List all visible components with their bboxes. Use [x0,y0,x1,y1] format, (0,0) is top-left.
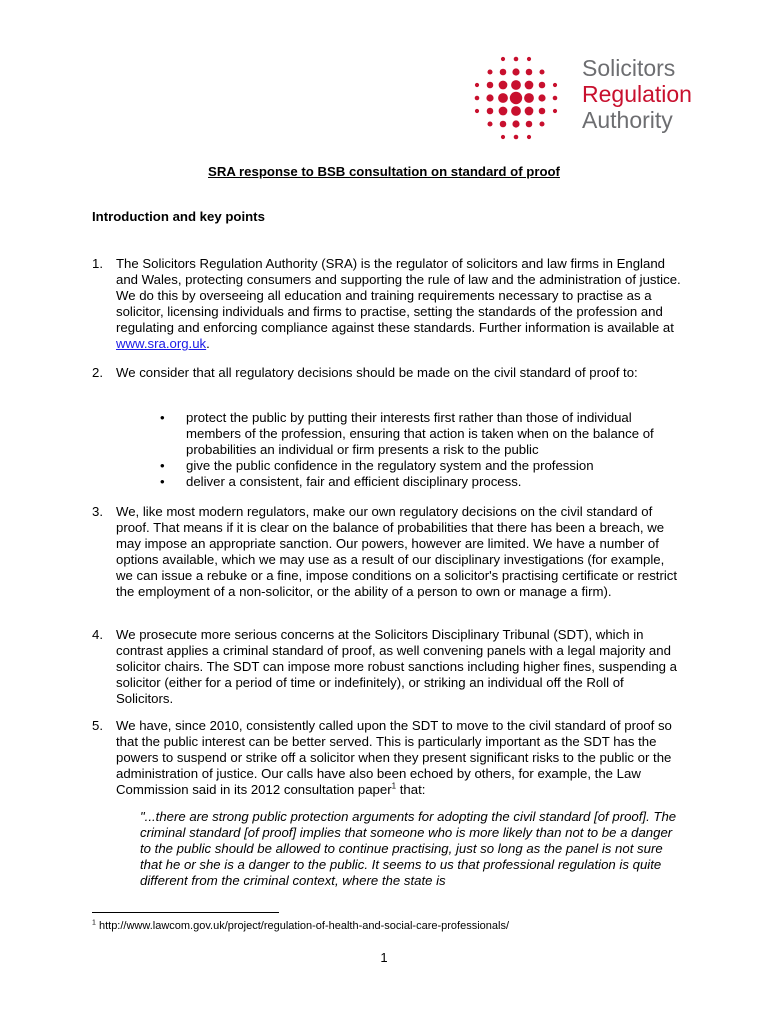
logo-dot [487,121,492,126]
logo-line-2: Regulation [582,81,692,107]
logo-dot [511,80,521,90]
logo-dot [500,69,507,76]
logo-dot [553,83,557,87]
sra-website-link[interactable]: www.sra.org.uk [116,336,207,351]
paragraph-text: We consider that all regulatory decisions should be made on the civil standard of proof to: [116,365,638,380]
bullet-item: • protect the public by putting their interests first rather than those of individual members of the profession, ensuring that action is taken when on the balance of probabilities an individual or firm presents a risk to the public [160,410,684,458]
paragraph-4 [92,627,682,707]
logo-dot [475,83,479,87]
paragraph-1 [92,256,682,352]
document-title: SRA response to BSB consultation on standard of proof [208,164,560,179]
logo-dot [553,96,558,101]
paragraph-number: 3. [92,504,103,519]
logo-dot [512,120,519,127]
footnote-reference[interactable]: 1 [391,781,397,791]
logo-wordmark [582,55,692,133]
paragraph-text: We have, since 2010, consistently called upon the SDT to move to the civil standard of proof so that the public interest can be better served. This is particularly important as the SDT has the powers to suspend or strike off a solicitor when they present significant risks to the public or the administration of justice. Our calls have also been echoed by others, for example, the Law Commission said in its 2012 consultation paper$^1$ that: [116,718,672,797]
logo-dot [500,121,507,128]
paragraph-number: 1. [92,256,103,271]
logo-dot [511,106,521,116]
logo-dot [501,135,505,139]
logo-dots-icon [472,52,568,148]
logo-dot [487,108,494,115]
logo-dot [525,81,534,90]
logo-dot [539,108,546,115]
bullet-item: • deliver a consistent, fair and efficient disciplinary process. [160,474,684,490]
logo-dot [499,81,508,90]
paragraph-text: We prosecute more serious concerns at the Solicitors Disciplinary Tribunal (SDT), which in contrast applies a criminal standard of proof, as well convening panels with a legal majority and solicitor chairs. The SDT can impose more robust sanctions including higher fines, suspending a solicitor (either for a period of time or indefinitely), or striking an individual off the Roll of Solicitors. [116,627,678,706]
logo-dot [553,109,557,113]
logo-dot [539,69,544,74]
sra-logo [472,48,712,148]
logo-dot [526,121,533,128]
logo-dot [498,93,508,103]
footnote [92,919,509,933]
paragraph-5 [92,718,682,798]
logo-dot [538,94,545,101]
section-heading: Introduction and key points [92,209,265,224]
logo-dot [526,69,533,76]
logo-dot [501,57,505,61]
paragraph-number: 4. [92,627,103,642]
logo-dot [524,93,534,103]
logo-dot [525,107,534,116]
logo-dot [510,92,522,104]
logo-dot [486,94,493,101]
logo-dot [527,135,531,139]
logo-dot [527,57,531,61]
logo-line-1: Solicitors [582,55,676,81]
logo-line-3: Authority [582,107,673,133]
paragraph-number: 2. [92,365,103,380]
footnote-number: 1 [92,919,96,927]
logo-dot [539,82,546,89]
bullet-list [160,410,684,490]
logo-dot [514,135,519,140]
logo-dot [539,121,544,126]
paragraph-2 [92,365,682,381]
footnote-text: http://www.lawcom.gov.uk/project/regulation-of-health-and-social-care-professionals/ [95,920,510,932]
logo-dot [499,107,508,116]
logo-dot [487,82,494,89]
footnote-divider [92,912,279,913]
paragraph-number: 5. [92,718,103,733]
logo-dot [487,69,492,74]
logo-dot [475,96,480,101]
paragraph-3 [92,504,682,600]
paragraph-text: The Solicitors Regulation Authority (SRA) is the regulator of solicitors and law firms in England and Wales, protecting consumers and supporting the rule of law and the administration of justice. We do this by overseeing all education and training requirements necessary to practise as a solicitor, licensing individuals and firms to practise, setting the standards of the profession and regulating and enforcing compliance against these standards. Further information is available at www.sra.org.uk. [116,256,681,351]
logo-dot [512,68,519,75]
bullet-item: • give the public confidence in the regulatory system and the profession [160,458,684,474]
logo-dot [514,57,519,62]
logo-dot [475,109,479,113]
page-number: 1 [380,950,388,965]
paragraph-text: We, like most modern regulators, make our own regulatory decisions on the civil standard of proof. That means if it is clear on the balance of probabilities that there has been a breach, we may impose an appropriate sanction. Our powers, however are limited. We have a number of options available, which we may use as a result of our disciplinary investigations (for example, we can issue a rebuke or a fine, impose conditions on a solicitor's practising certificate or restrict the employment of a non-solicitor, or the ability of a person to own or manage a firm). [116,504,678,599]
law-commission-quote: "...there are strong public protection arguments for adopting the civil standard [of proof]. The criminal standard [of proof] implies that someone who is more likely than not to be a danger to the public should be allowed to continue practising, just so long as the panel is not sure that he or she is a danger to the public. It seems to us that professional regulation is quite different from the criminal context, where the state is [140,809,677,888]
